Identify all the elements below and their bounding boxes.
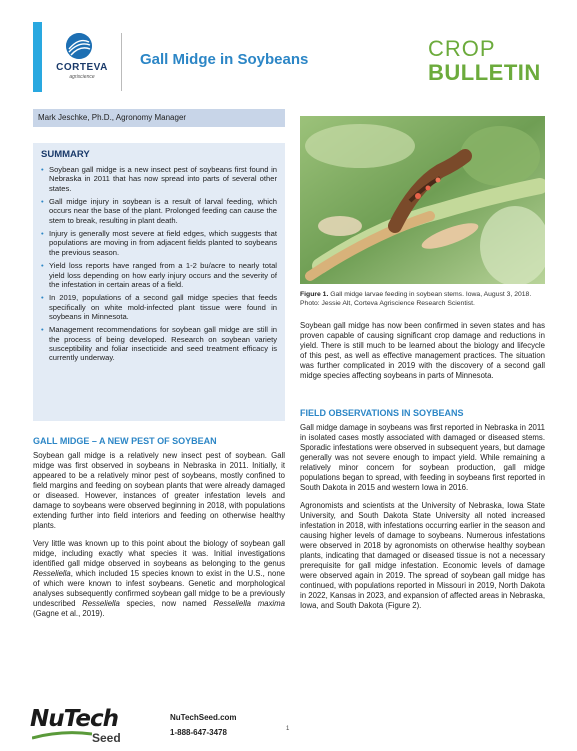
corteva-logo-icon bbox=[66, 33, 92, 59]
figure-caption-text: Gall midge larvae feeding in soybean stems. Iowa, August 3, 2018. Photo: Jessie Alt, Corteva Agriscience Research Scientist. bbox=[300, 291, 532, 307]
summary-box bbox=[33, 143, 285, 421]
summary-item: • Management recommendations for soybean gall midge are still in the process of being developed. Research on soybean variety susceptibility and foliar insecticide and seed treatment efficacy is currently underway. bbox=[41, 325, 277, 362]
summary-heading: SUMMARY bbox=[41, 149, 90, 160]
section-body-field-observations bbox=[300, 423, 545, 619]
text-run: species, now named bbox=[119, 599, 214, 608]
section-body-new-pest bbox=[33, 451, 285, 627]
seed-logo-text: Seed bbox=[92, 731, 121, 745]
swoosh-icon bbox=[32, 730, 92, 740]
species-name: Resseliella maxima bbox=[213, 599, 285, 608]
genus-name: Resseliella bbox=[82, 599, 120, 608]
section-heading-new-pest: GALL MIDGE – A NEW PEST OF SOYBEAN bbox=[33, 436, 217, 446]
corteva-logo-text: CORTEVA bbox=[56, 62, 108, 73]
text-run: Very little was known up to this point about the biology of soybean gall midge, including exactly what species it was. Initial investigations identified gall midge observed in soybeans as belonging to the genus bbox=[33, 539, 285, 568]
figure-label: Figure 1. bbox=[300, 291, 329, 298]
text-run: (Gagne et al., 2019). bbox=[33, 609, 105, 618]
corteva-logo-subtext: agriscience bbox=[69, 74, 95, 80]
author-name: Mark Jeschke, Ph.D., Agronomy Manager bbox=[38, 113, 187, 122]
text-run: , which included 15 species known to exist in the U.S., none of which were known to infest soybeans. Genetic and morphological analyses subsequently confirmed soybean gall midge to be a previously undescribed bbox=[33, 569, 285, 608]
paragraph bbox=[33, 539, 285, 619]
footer-website[interactable]: NuTechSeed.com bbox=[170, 713, 237, 722]
nutech-logo-text: NuTech bbox=[30, 706, 118, 732]
summary-item: • Soybean gall midge is a new insect pest of soybeans first found in Nebraska in 2011 that has now spread into parts of several other states. bbox=[41, 165, 277, 193]
summary-item: • Injury is generally most severe at field edges, which suggests that populations are moving in from adjacent fields planted to soybeans the previous season. bbox=[41, 229, 277, 257]
right-intro-text bbox=[300, 321, 545, 389]
summary-item: • Yield loss reports have ranged from a 1-2 bu/acre to nearly total yield loss depending on how early injury occurs and the severity of the infestation in certain areas of a field. bbox=[41, 261, 277, 289]
summary-item: • In 2019, populations of a second gall midge species that feeds specifically on white mold-infected plant tissue were found in soybeans in Minnesota. bbox=[41, 293, 277, 321]
paragraph: Agronomists and scientists at the University of Nebraska, Iowa State University, and South Dakota State University all noted increased infestation in 2018, with infestations occurring earlier in the season and causing higher levels of damage to soybeans. Numerous infestations were observed in 2018 by agronomists on otherwise healthy soybean plants, indicating that damaged or diseased tissue is not a necessary prerequisite for gall midge infestation. Economic levels of damage were observed again in 2019. The spread of soybean gall midge has continued, with populations reported in Missouri in 2019, North Dakota in 2022, Kansas in 2023, and expansion of affected areas in Nebraska, Iowa, and South Dakota (Figure 2). bbox=[300, 501, 545, 610]
paragraph: Soybean gall midge has now been confirmed in seven states and has proven capable of causing significant crop damage and reductions in yield. There is still much to be learned about the biology and lifecycle of this pest, as well as effective management practices. The situation was further complicated in 2019 with the discovery of a second gall midge species affecting soybeans in parts of Minnesota. bbox=[300, 321, 545, 380]
paragraph: Gall midge damage in soybeans was first reported in Nebraska in 2011 in isolated cases mostly associated with damaged or diseased stems. Sporadic infestations were observed in subsequent years, but damage generally was not severe enough to impact yield. While remaining a relatively minor concern for soybean production, gall midge populations began to spread, with feeding in soybeans first reported in South Dakota in 2015 and western Iowa in 2016. bbox=[300, 423, 545, 492]
paragraph: Soybean gall midge is a relatively new insect pest of soybean. Gall midge was first observed in soybeans in Nebraska in 2011. Initially, it appeared to be a relatively minor pest of soybeans, mostly confined to field margins and feeding on soybean plants that were already damaged or diseased. However, instances of greater infestation levels and damage to soybeans were observed beginning in 2018, with populations extending further into field interiors and feeding on otherwise healthy plants. bbox=[33, 451, 285, 530]
genus-name: Resseliella bbox=[33, 569, 71, 578]
header-divider bbox=[121, 33, 122, 91]
figure-1-photo bbox=[300, 116, 545, 284]
corteva-logo bbox=[52, 33, 114, 91]
header bbox=[0, 0, 577, 102]
summary-item: • Gall midge injury in soybean is a result of larval feeding, which occurs near the base of the plant. Prolonged feeding can cause the stem to break, resulting in plant death. bbox=[41, 197, 277, 225]
figure-1-caption bbox=[300, 290, 545, 308]
nutech-seed-logo bbox=[30, 706, 121, 745]
page-number: 1 bbox=[286, 726, 290, 732]
bulletin-label-crop: CROP bbox=[428, 36, 496, 61]
section-heading-field-observations: FIELD OBSERVATIONS IN SOYBEANS bbox=[300, 408, 464, 418]
author-bar bbox=[33, 109, 285, 127]
bulletin-label-bulletin: BULLETIN bbox=[428, 60, 541, 85]
summary-list bbox=[41, 165, 277, 363]
footer-phone[interactable]: 1-888-647-3478 bbox=[170, 728, 227, 737]
header-accent-bar bbox=[33, 22, 42, 92]
page-title: Gall Midge in Soybeans bbox=[140, 51, 309, 68]
